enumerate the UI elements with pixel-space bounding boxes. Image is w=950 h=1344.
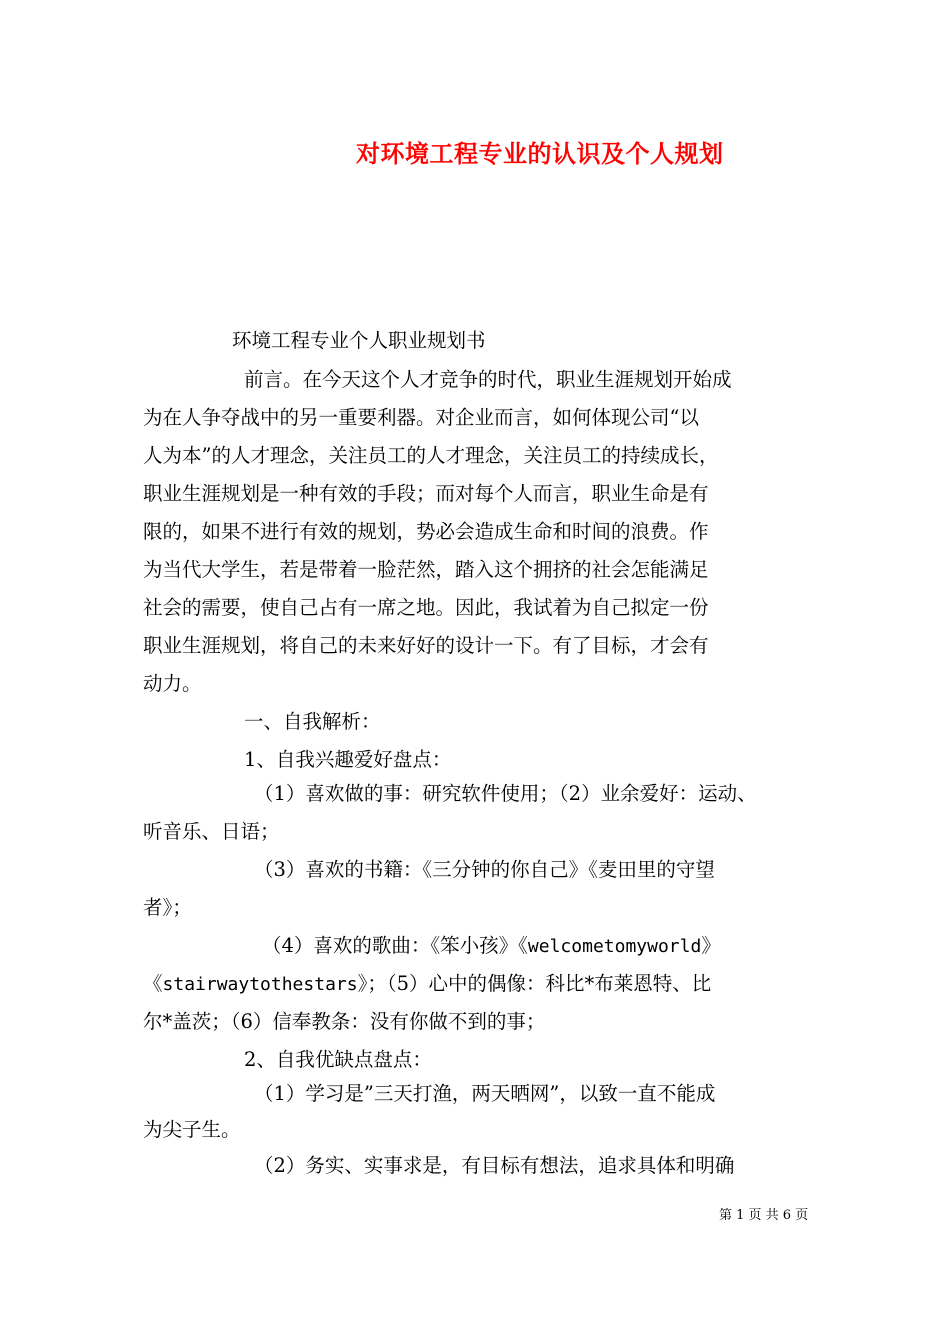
intro-line: 动力。 <box>143 672 202 695</box>
subsection-heading-interests: 1、自我兴趣爱好盘点： <box>244 748 452 771</box>
intro-line: 前言。在今天这个人才竞争的时代，职业生涯规划开始成 <box>244 368 732 391</box>
books-item-line: （3）喜欢的书籍：《三分钟的你自己》《麦田里的守望 <box>254 858 715 881</box>
songs-text: 》；（5）心中的偶像：科比*布莱恩特、比 <box>357 972 712 995</box>
intro-line: 为当代大学生，若是带着一脸茫然，踏入这个拥挤的社会怎能满足 <box>143 558 709 581</box>
intro-line: 社会的需要，使自己占有一席之地。因此，我试着为自己拟定一份 <box>143 596 709 619</box>
subsection-heading-strengths: 2、自我优缺点盘点： <box>244 1048 432 1071</box>
interests-item-line: 听音乐、日语； <box>143 820 280 843</box>
song-title: stairwaytothestars <box>162 974 358 995</box>
page-number-footer: 第 1 页 共 6 页 <box>719 1208 809 1223</box>
song-title: welcometomyworld <box>527 936 702 957</box>
intro-line: 限的，如果不进行有效的规划，势必会造成生命和时间的浪费。作 <box>143 520 709 543</box>
document-subtitle: 环境工程专业个人职业规划书 <box>232 329 486 352</box>
songs-item-line <box>262 934 721 959</box>
strength-item-line: （1）学习是”三天打渔，两天晒网”，以致一直不能成 <box>254 1082 716 1105</box>
books-item-line: 者》； <box>143 896 192 919</box>
intro-line: 职业生涯规划，将自己的未来好好的设计一下。有了目标，才会有 <box>143 634 709 657</box>
interests-item-line: （1）喜欢做的事：研究软件使用；（2）业余爱好：运动、 <box>254 782 757 805</box>
page-title: 对环境工程专业的认识及个人规划 <box>356 139 724 168</box>
songs-text-open: 《 <box>143 972 163 995</box>
idol-item-line: 尔*盖茨；（6）信奉教条：没有你做不到的事； <box>143 1010 546 1033</box>
songs-item-line <box>143 972 711 997</box>
intro-line: 为在人争夺战中的另一重要利器。对企业而言，如何体现公司“以 <box>143 406 699 429</box>
section-heading-self-analysis: 一、自我解析： <box>244 710 381 733</box>
strength-item-line: 为尖子生。 <box>143 1118 241 1141</box>
strength-item-line: （2）务实、实事求是，有目标有想法，追求具体和明确 <box>254 1154 735 1177</box>
songs-text-close: 》 <box>701 934 721 957</box>
intro-line: 职业生涯规划是一种有效的手段；而对每个人而言，职业生命是有 <box>143 482 709 505</box>
intro-line: 人为本”的人才理念，关注员工的人才理念，关注员工的持续成长， <box>143 444 719 467</box>
songs-text: （4）喜欢的歌曲：《笨小孩》《 <box>262 934 528 957</box>
